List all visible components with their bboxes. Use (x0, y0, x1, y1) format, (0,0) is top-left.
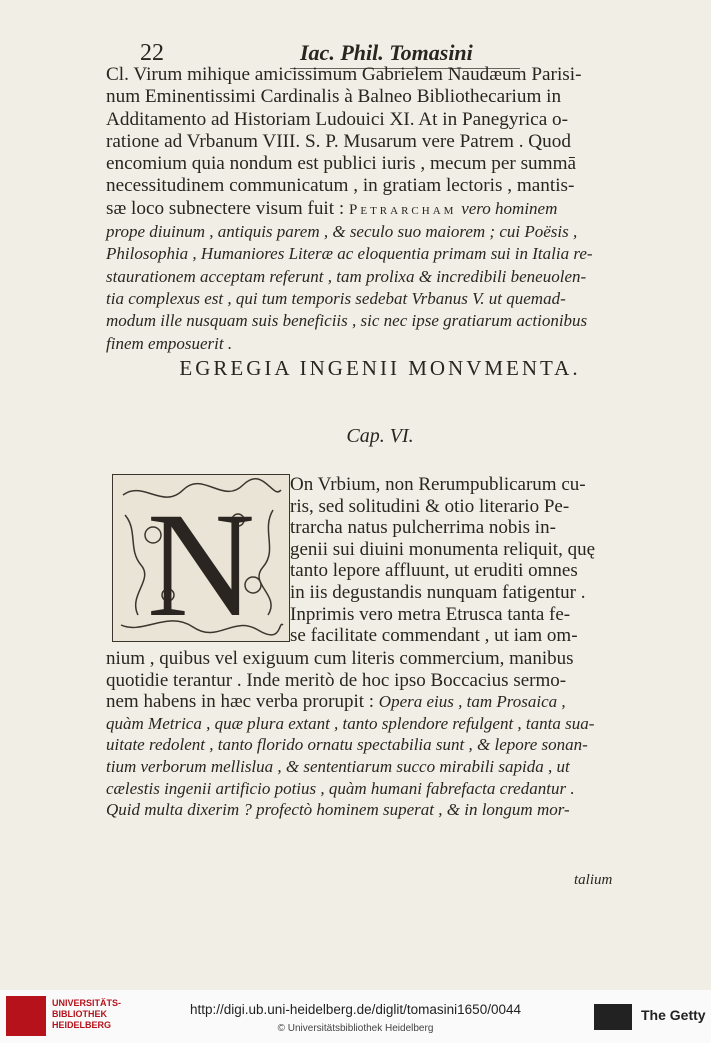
section-title: EGREGIA INGENII MONVMENTA. (179, 356, 581, 380)
text-line: ratione ad Vrbanum VIII. S. P. Musarum vere Patrem . Quod (106, 130, 571, 152)
text-line: sæ loco subnectere visum fuit : Petrarcham vero hominem (106, 197, 558, 219)
viewer-footer (0, 990, 711, 1043)
text-line: Cl. Virum mihique amicissimum Gabrielem Naudæum Parisi- (106, 64, 582, 85)
text-line: Additamento ad Historiam Ludouici XI. At in Panegyrica o- (106, 108, 568, 130)
running-head: Iac. Phil. Tomasini (300, 40, 473, 65)
text-line: necessitudinem communicatum , in gratiam lectoris , mantis- (106, 175, 575, 197)
ornament-n-icon (113, 475, 289, 641)
italic-line: tium verborum mellislua , & sententiarum succo mirabili sapida , ut (106, 756, 570, 776)
text-line: se facilitate commendant , ut iam om- (290, 625, 578, 647)
italic-line: prope diuinum , antiquis parem , & seculo suo maiorem ; cui Poësis , (106, 222, 578, 242)
italic-line: modum ille nusquam suis beneficiis , sic nec ipse gratiarum actionibus (106, 311, 588, 331)
text-line: quotidie terantur . Inde meritò de hoc ipso Boccacius sermo- (106, 669, 567, 691)
text-line: genii sui diuini monumenta reliquit, quę (290, 538, 596, 560)
decorated-initial-n (112, 474, 290, 642)
chapter-body-full (106, 648, 654, 821)
catchword: talium (574, 872, 613, 888)
text-line: nem habens in hæc verba prorupit : Opera eius , tam Prosaica , (106, 691, 566, 713)
copyright-notice: © Universitätsbibliothek Heidelberg (277, 1023, 434, 1034)
getty-logo-icon[interactable] (594, 1004, 632, 1030)
italic-line: staurationem acceptam referunt , tam prolixa & incredibili beneuolen- (106, 266, 587, 286)
page-number: 22 (140, 40, 164, 66)
italic-line: Quid multa dixerim ? profectò hominem superat , & in longum mor- (106, 800, 570, 820)
intro-paragraph (106, 64, 654, 355)
heidelberg-logo-text[interactable]: UNIVERSITÄTS-BIBLIOTHEK HEIDELBERG (52, 998, 122, 1030)
text-line: in iis degustandis nunquam fatigentur . (290, 581, 586, 603)
permalink-url[interactable]: http://digi.ub.uni-heidelberg.de/diglit/tomasini1650/0044 (190, 1002, 521, 1017)
svg-text:N: N (146, 482, 256, 641)
text-line: trarcha natus pulcherrima nobis in- (290, 517, 556, 539)
text-line: On Vrbium, non Rerumpublicarum cu- (290, 474, 586, 495)
text-line: Inprimis vero metra Etrusca tanta fe- (290, 603, 571, 625)
text-line: tanto lepore affluunt, ut eruditi omnes (290, 560, 578, 582)
getty-logo-text[interactable]: The Getty (641, 1007, 706, 1023)
text-line: num Eminentissimi Cardinalis à Balneo Bibliothecarium in (106, 86, 562, 108)
text-line: ris, sed solitudini & otio literario Pe- (290, 495, 570, 517)
chapter-heading: Cap. VI. (346, 425, 414, 447)
chapter-body-beside-initial (290, 474, 654, 647)
petrarcham-smallcaps: Petrarcham (349, 201, 457, 218)
italic-line: cælestis ingenii artificio potius , quàm humani fabrefacta credantur . (106, 778, 575, 798)
italic-line: tia complexus est , qui tum temporis sedebat Vrbanus V. ut quemad- (106, 288, 566, 308)
text-line: nium , quibus vel exiguum cum literis commercium, manibus (106, 648, 574, 669)
italic-line: finem emposuerit . (106, 333, 233, 353)
text-line: encomium quia nondum est publici iuris , mecum per summā (106, 153, 577, 175)
italic-line: quàm Metrica , quæ plura extant , tanto splendore refulgent , tanta sua- (106, 713, 595, 733)
italic-line: uitate redolent , tanto florido ornatu spectabilia sunt , & lepore sonan- (106, 735, 588, 755)
italic-line: Philosophia , Humaniores Literæ ac eloquentia primam sui in Italia re- (106, 244, 593, 264)
